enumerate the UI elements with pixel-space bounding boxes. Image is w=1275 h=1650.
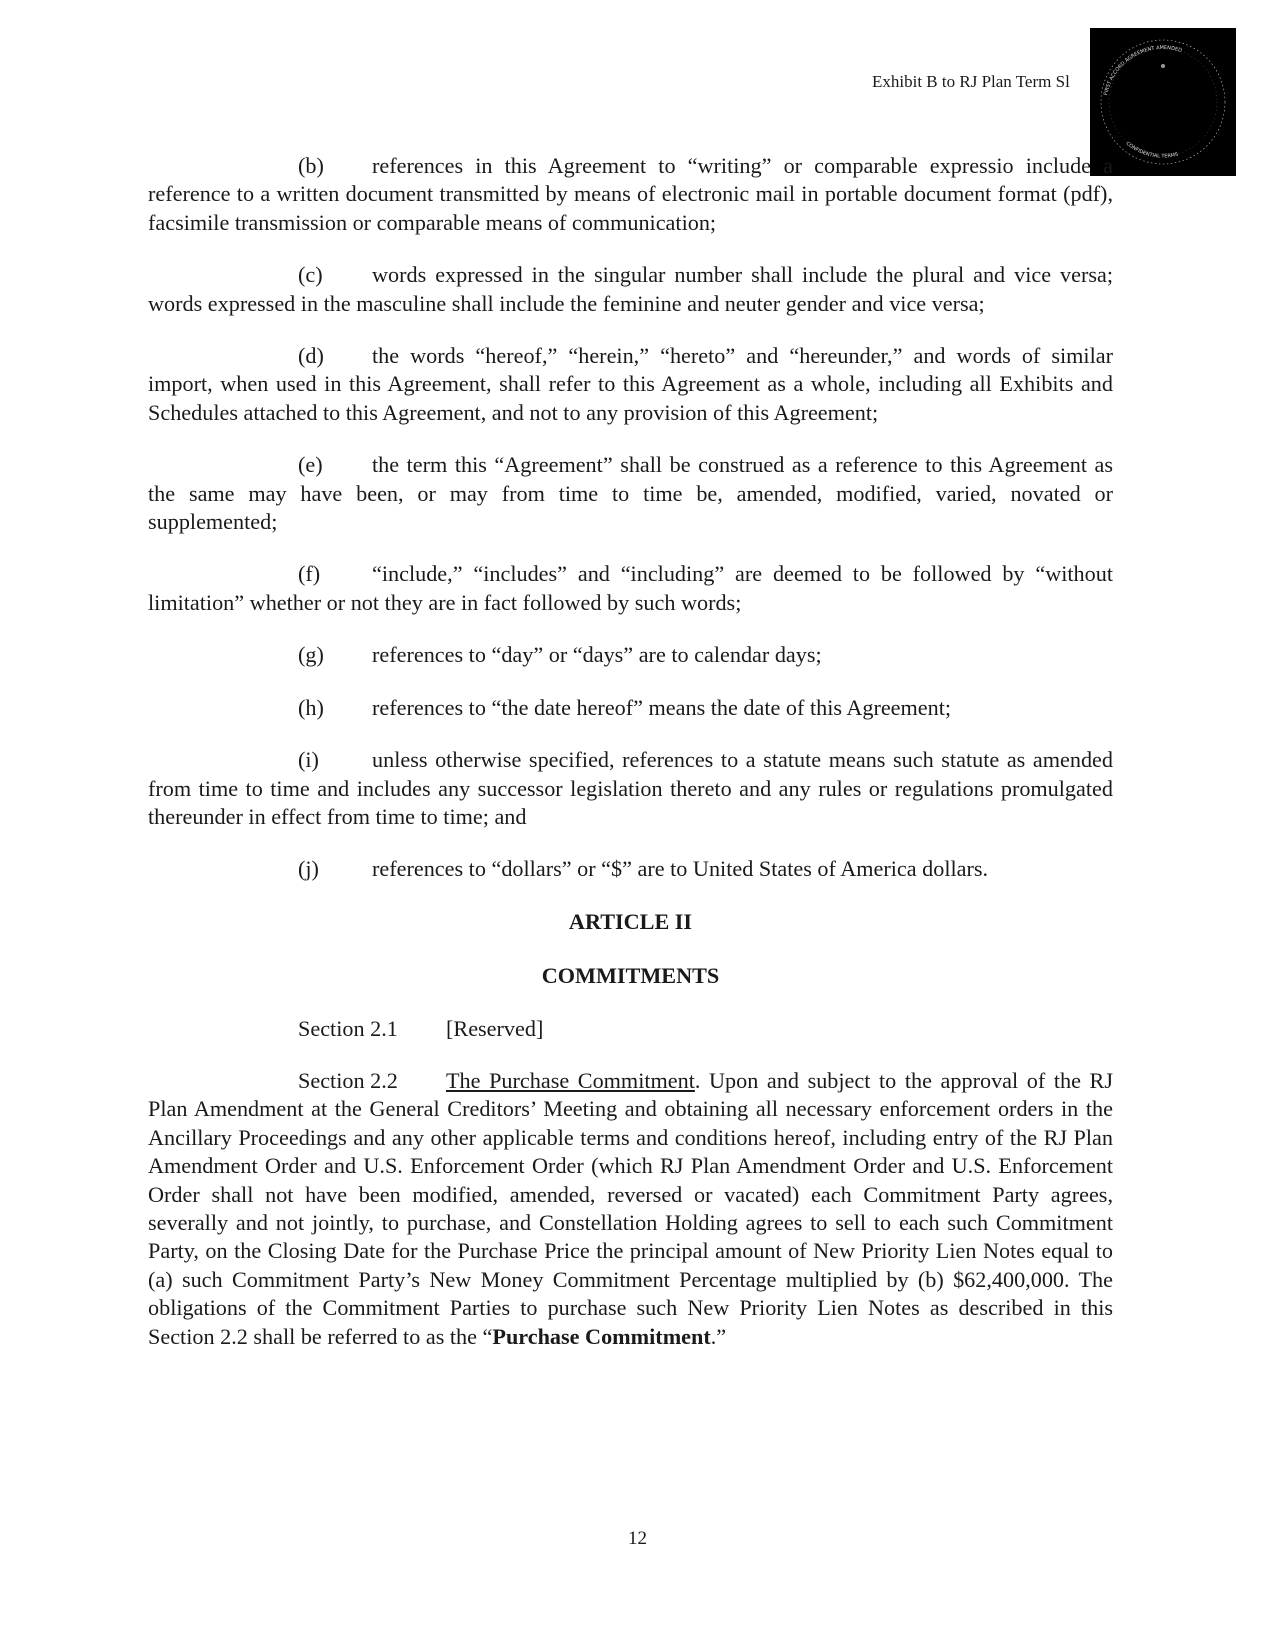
section-title: The Purchase Commitment xyxy=(446,1067,695,1093)
list-item xyxy=(148,342,1113,427)
list-item xyxy=(148,560,1113,617)
seal-text-top: FIRST ACCORD AGREEMENT AMENDED xyxy=(1103,44,1183,96)
item-label: (g) xyxy=(298,642,324,668)
item-text: unless otherwise specified, references to a statute means such statute as amended from time to time and includes any successor legislation thereto and any rules or regulations promulgated thereunder in effect from time to time; and xyxy=(148,747,1113,829)
item-label: (e) xyxy=(298,452,323,478)
item-label: (j) xyxy=(298,856,319,882)
list-item xyxy=(148,261,1113,318)
article-subtitle: COMMITMENTS xyxy=(541,963,720,989)
item-label: (h) xyxy=(298,694,324,720)
defined-term: Purchase Commitment xyxy=(492,1323,711,1349)
item-label: (f) xyxy=(298,561,321,587)
section-number: Section 2.2 xyxy=(298,1067,398,1093)
list-item xyxy=(148,694,1113,722)
item-label: (c) xyxy=(298,262,323,288)
list-item xyxy=(148,746,1113,831)
item-text: the term this “Agreement” shall be construed as a reference to this Agreement as the same may have been, or may from time to time be, amended, modified, varied, novated or supplemented; xyxy=(148,452,1113,535)
section-number: Section 2.1 xyxy=(298,1015,398,1041)
section-title: [Reserved] xyxy=(446,1015,544,1041)
section-closing: .” xyxy=(710,1323,727,1349)
svg-text:FIRST ACCORD AGREEMENT AMENDED xyxy=(1103,45,1183,96)
item-text: “include,” “includes” and “including” are deemed to be followed by “without limitation” whether or not they are in fact followed by such words; xyxy=(148,561,1113,615)
document-body xyxy=(148,152,1113,1375)
item-label: (b) xyxy=(298,153,324,178)
list-item xyxy=(148,152,1113,237)
item-text: references to “day” or “days” are to calendar days; xyxy=(372,642,822,668)
list-item xyxy=(148,451,1113,536)
list-item xyxy=(148,641,1113,669)
item-text: references to “dollars” or “$” are to United States of America dollars. xyxy=(372,856,989,882)
item-label: (i) xyxy=(298,747,319,773)
item-label: (d) xyxy=(298,343,324,369)
item-text: words expressed in the singular number shall include the plural and vice versa; words expressed in the masculine shall include the feminine and neuter gender and vice versa; xyxy=(148,262,1113,316)
section-2-1 xyxy=(148,1015,1113,1043)
item-text: the words “hereof,” “herein,” “hereto” and “hereunder,” and words of similar import, when used in this Agreement, shall refer to this Agreement as a whole, including all Exhibits and Schedules attached to this Agreement, and not to any provision of this Agreement; xyxy=(148,343,1113,425)
list-item xyxy=(148,855,1113,883)
page-number: 12 xyxy=(628,1528,647,1549)
running-header: Exhibit B to RJ Plan Term Sl xyxy=(872,72,1070,91)
item-text: references to “the date hereof” means the date of this Agreement; xyxy=(372,694,952,720)
svg-text:CONFIDENTIAL TERMS xyxy=(1125,141,1179,160)
seal-text-bottom: CONFIDENTIAL TERMS xyxy=(1124,140,1179,160)
item-text: references in this Agreement to “writing” or comparable expressio include a reference to a written document transmitted by means of electronic mail in portable document format (pdf), facsimile transmission or comparable means of communication; xyxy=(148,153,1113,235)
section-body: . Upon and subject to the approval of the RJ Plan Amendment at the General Creditors’ Meeting and obtaining all necessary enforcement orders in the Ancillary Proceedings and any other applicable terms and conditions hereof, including entry of the RJ Plan Amendment Order and U.S. Enforcement Order (which RJ Plan Amendment Order and U.S. Enforcement Order shall not have been modified, amended, reversed or vacated) each Commitment Party agrees, severally and not jointly, to purchase, and Constellation Holding agrees to sell to each such Commitment Party, on the Closing Date for the Purchase Price the principal amount of New Priority Lien Notes equal to (a) such Commitment Party’s New Money Commitment Percentage multiplied by (b) $62,400,000. The obligations of the Commitment Parties to purchase such New Priority Lien Notes as described in this Section 2.2 shall be referred to as the “ xyxy=(148,1067,1113,1349)
article-title: ARTICLE II xyxy=(568,908,693,934)
section-2-2 xyxy=(148,1067,1113,1351)
